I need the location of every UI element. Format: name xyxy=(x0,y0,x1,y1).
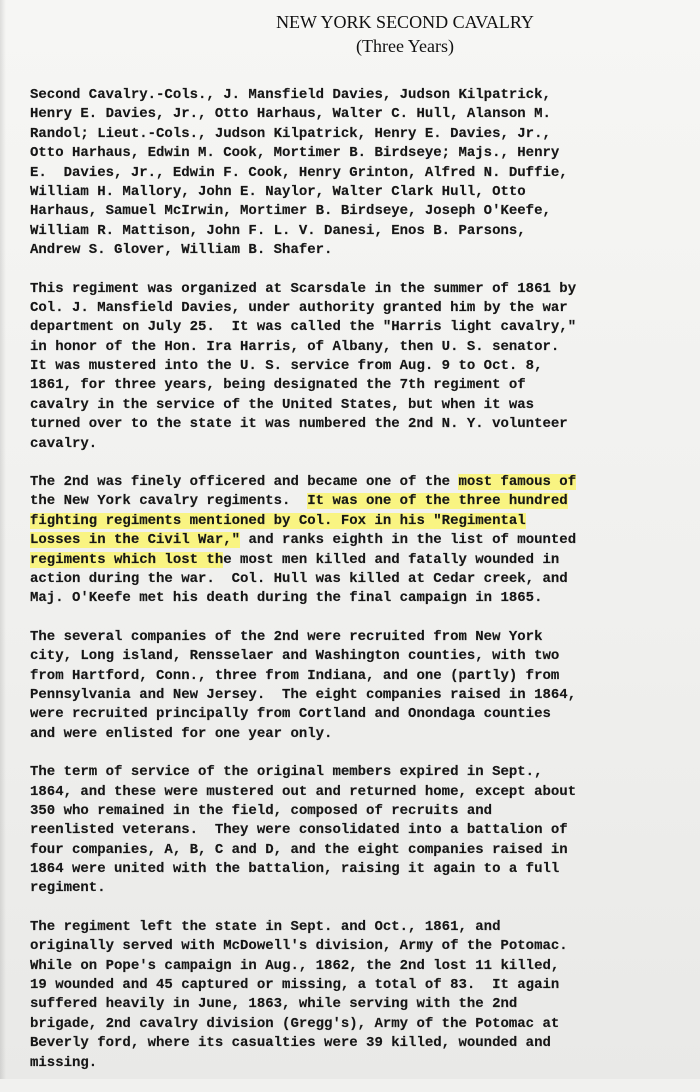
highlighted-text: most famous of xyxy=(458,474,577,491)
text-line xyxy=(30,647,670,666)
text-line xyxy=(30,357,670,376)
text-line xyxy=(30,589,670,608)
text-segment: Second Cavalry.-Cols., J. Mansfield Davies, Judson Kilpatrick, xyxy=(30,87,551,103)
text-line xyxy=(30,299,670,318)
text-segment: William H. Mallory, John E. Naylor, Walter Clark Hull, Otto xyxy=(30,183,526,200)
document-title: NEW YORK SECOND CAVALRY xyxy=(276,12,534,32)
text-line xyxy=(30,976,670,995)
text-line xyxy=(30,318,670,337)
text-line xyxy=(30,686,670,705)
text-segment: suffered heavily in June, 1863, while serving with the 2nd xyxy=(30,996,518,1013)
paragraph xyxy=(30,628,670,744)
text-segment: four companies, A, B, C and D, and the eight companies raised in xyxy=(30,841,568,858)
text-line xyxy=(30,628,670,647)
text-line xyxy=(30,860,670,879)
text-line xyxy=(30,415,670,434)
text-segment: Randol; Lieut.-Cols., Judson Kilpatrick, Henry E. Davies, Jr., xyxy=(30,125,551,142)
text-segment: department on July 25. It was called the "Harris light cavalry," xyxy=(30,319,577,336)
text-segment: This regiment was organized at Scarsdale in the summer of 1861 by xyxy=(30,280,577,297)
text-line xyxy=(30,125,670,144)
text-line xyxy=(30,879,670,898)
text-line xyxy=(30,492,670,511)
text-segment: reenlisted veterans. They were consolidated into a battalion of xyxy=(30,822,568,839)
text-segment: were recruited principally from Cortland and Onondaga counties xyxy=(30,706,551,723)
text-segment: in honor of the Hon. Ira Harris, of Albany, then U. S. senator. xyxy=(30,338,560,355)
text-line xyxy=(30,1054,670,1073)
document-subtitle: (Three Years) xyxy=(356,36,454,56)
text-segment: missing. xyxy=(30,1054,98,1071)
text-segment: Beverly ford, where its casualties were 39 killed, wounded and xyxy=(30,1035,551,1052)
text-line xyxy=(30,144,670,163)
text-segment: 1861, for three years, being designated the 7th regiment of xyxy=(30,377,526,394)
text-segment: brigade, 2nd cavalry division (Gregg's), Army of the Potomac at xyxy=(30,1015,560,1032)
text-line xyxy=(30,512,670,531)
paragraph xyxy=(30,763,670,899)
text-line xyxy=(30,763,670,782)
text-line xyxy=(30,1034,670,1053)
text-segment: Col. J. Mansfield Davies, under authority granted him by the war xyxy=(30,299,568,316)
text-segment: William R. Mattison, John F. L. V. Danesi, Enos B. Parsons, xyxy=(30,222,526,239)
text-segment: 1864 were united with the battalion, raising it again to a full xyxy=(30,861,560,878)
text-line xyxy=(30,241,670,260)
text-line xyxy=(30,802,670,821)
text-segment: It was mustered into the U. S. service from Aug. 9 to Oct. 8, xyxy=(30,358,543,375)
text-segment: action during the war. Col. Hull was killed at Cedar creek, and xyxy=(30,570,568,587)
text-segment: regiment. xyxy=(30,880,106,897)
text-segment: Maj. O'Keefe met his death during the final campaign in 1865. xyxy=(30,590,543,607)
text-segment: Andrew S. Glover, William B. Shafer. xyxy=(30,242,333,259)
text-line xyxy=(30,918,670,937)
text-segment: Pennsylvania and New Jersey. The eight companies raised in 1864, xyxy=(30,686,577,703)
text-line xyxy=(30,783,670,802)
text-segment: 19 wounded and 45 captured or missing, a total of 83. It again xyxy=(30,977,560,994)
paragraph xyxy=(30,86,670,261)
document-body xyxy=(30,86,670,1092)
text-line xyxy=(30,183,670,202)
text-segment: 350 who remained in the field, composed of recruits and xyxy=(30,802,493,819)
text-line xyxy=(30,1015,670,1034)
text-line xyxy=(30,164,670,183)
highlighted-text: It was one of the three hundred xyxy=(307,493,568,510)
text-segment: the New York cavalry regiments. xyxy=(30,493,308,510)
text-segment: e most men killed and fatally wounded in xyxy=(223,551,560,568)
text-line xyxy=(30,725,670,744)
text-line xyxy=(30,957,670,976)
text-segment: The several companies of the 2nd were recruited from New York xyxy=(30,628,543,645)
text-line xyxy=(30,570,670,589)
highlighted-text: Losses in the Civil War," xyxy=(30,532,241,549)
text-line xyxy=(30,396,670,415)
text-line xyxy=(30,222,670,241)
text-line xyxy=(30,376,670,395)
text-line xyxy=(30,821,670,840)
text-line xyxy=(30,705,670,724)
text-line xyxy=(30,551,670,570)
text-segment: city, Long island, Rensselaer and Washington counties, with two xyxy=(30,648,560,665)
text-line xyxy=(30,473,670,492)
text-line xyxy=(30,435,670,454)
text-segment: cavalry in the service of the United States, but when it was xyxy=(30,396,535,413)
text-segment: cavalry. xyxy=(30,435,98,452)
text-segment: and ranks eighth in the list of mounted xyxy=(240,532,577,549)
text-segment: While on Pope's campaign in Aug., 1862, the 2nd lost 11 killed, xyxy=(30,957,560,974)
paragraph xyxy=(30,280,670,455)
text-line xyxy=(30,280,670,299)
text-segment: from Hartford, Conn., three from Indiana, and one (partly) from xyxy=(30,667,560,684)
text-segment: E. Davies, Jr., Edwin F. Cook, Henry Grinton, Alfred N. Duffie, xyxy=(30,164,568,181)
text-segment: and were enlisted for one year only. xyxy=(30,725,333,742)
text-segment: Otto Harhaus, Edwin M. Cook, Mortimer B. Birdseye; Majs., Henry xyxy=(30,145,560,162)
text-segment: The 2nd was finely officered and became one of the xyxy=(30,474,459,491)
text-line xyxy=(30,995,670,1014)
highlighted-text: fighting regiments mentioned by Col. Fox in his "Regimental xyxy=(30,512,526,529)
text-segment: originally served with McDowell's division, Army of the Potomac. xyxy=(30,938,568,955)
paragraph xyxy=(30,473,670,609)
text-line xyxy=(30,338,670,357)
text-line xyxy=(30,86,670,105)
text-segment: The regiment left the state in Sept. and Oct., 1861, and xyxy=(30,918,501,935)
text-segment: Harhaus, Samuel McIrwin, Mortimer B. Birdseye, Joseph O'Keefe, xyxy=(30,203,551,220)
text-segment: turned over to the state it was numbered the 2nd N. Y. volunteer xyxy=(30,416,568,433)
text-segment: The term of service of the original members expired in Sept., xyxy=(30,764,543,781)
text-line xyxy=(30,105,670,124)
text-segment: 1864, and these were mustered out and returned home, except about xyxy=(30,783,577,800)
text-line xyxy=(30,937,670,956)
text-line xyxy=(30,841,670,860)
text-segment: Henry E. Davies, Jr., Otto Harhaus, Walter C. Hull, Alanson M. xyxy=(30,106,551,123)
text-line xyxy=(30,531,670,550)
highlighted-text: regiments which lost th xyxy=(30,551,224,568)
text-line xyxy=(30,202,670,221)
text-line xyxy=(30,667,670,686)
page-edge-shadow xyxy=(0,0,6,1079)
paragraph xyxy=(30,918,670,1073)
